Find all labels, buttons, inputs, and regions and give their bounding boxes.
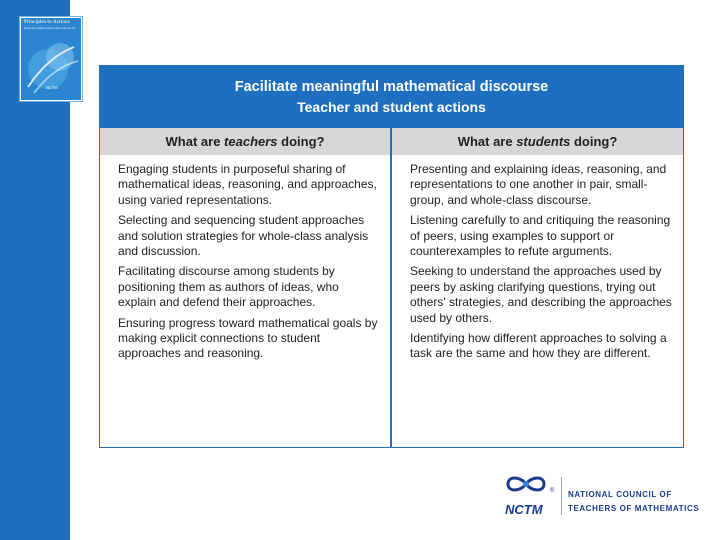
discourse-card — [99, 65, 684, 448]
students-column-header: What are students doing? — [392, 128, 683, 155]
student-action-item: Presenting and explaining ideas, reasoning, and representations to one another in pair, small-group, and whole-class discourse. — [410, 162, 667, 207]
card-header — [100, 66, 683, 128]
book-subtitle: Ensuring Mathematical Success for All — [24, 26, 76, 30]
teacher-actions-list — [118, 162, 380, 367]
student-action-item: Listening carefully to and critiquing the reasoning of peers, using examples to support or counterexamples to refute arguments. — [410, 213, 671, 259]
book-logo: NCTM — [46, 85, 58, 90]
nctm-full-name: NATIONAL COUNCIL OF TEACHERS OF MATHEMATICS — [568, 490, 700, 513]
card-title: Facilitate meaningful mathematical discourse — [234, 79, 549, 95]
teacher-action-item: Selecting and sequencing student approaches and solution strategies for whole-class analysis and discussion. — [118, 213, 369, 259]
logo-separator — [561, 477, 562, 515]
student-actions-list — [410, 162, 672, 367]
student-action-item: Identifying how different approaches to solving a task are the same and how they are different. — [410, 331, 667, 361]
registered-mark: ® — [550, 488, 555, 494]
book-title: Principles to Actions — [24, 19, 70, 25]
teacher-action-item: Ensuring progress toward mathematical goals by making explicit connections to student approaches and reasoning. — [118, 315, 378, 361]
teacher-action-item: Facilitating discourse among students by positioning them as authors of ideas, who explain and defend their approaches. — [118, 264, 339, 310]
column-divider — [390, 128, 392, 447]
teachers-column-header: What are teachers doing? — [100, 128, 390, 155]
student-action-item: Seeking to understand the approaches used by peers by asking clarifying questions, trying out others' strategies, and describing the approaches used by others. — [410, 264, 672, 325]
card-subtitle: Teacher and student actions — [297, 99, 486, 115]
nctm-wordmark: NCTM — [505, 502, 543, 517]
nctm-logo — [502, 474, 702, 518]
book-cover-thumbnail — [19, 16, 83, 102]
teacher-action-item: Engaging students in purposeful sharing of mathematical ideas, reasoning, and approaches, using varied representations. — [118, 162, 377, 207]
